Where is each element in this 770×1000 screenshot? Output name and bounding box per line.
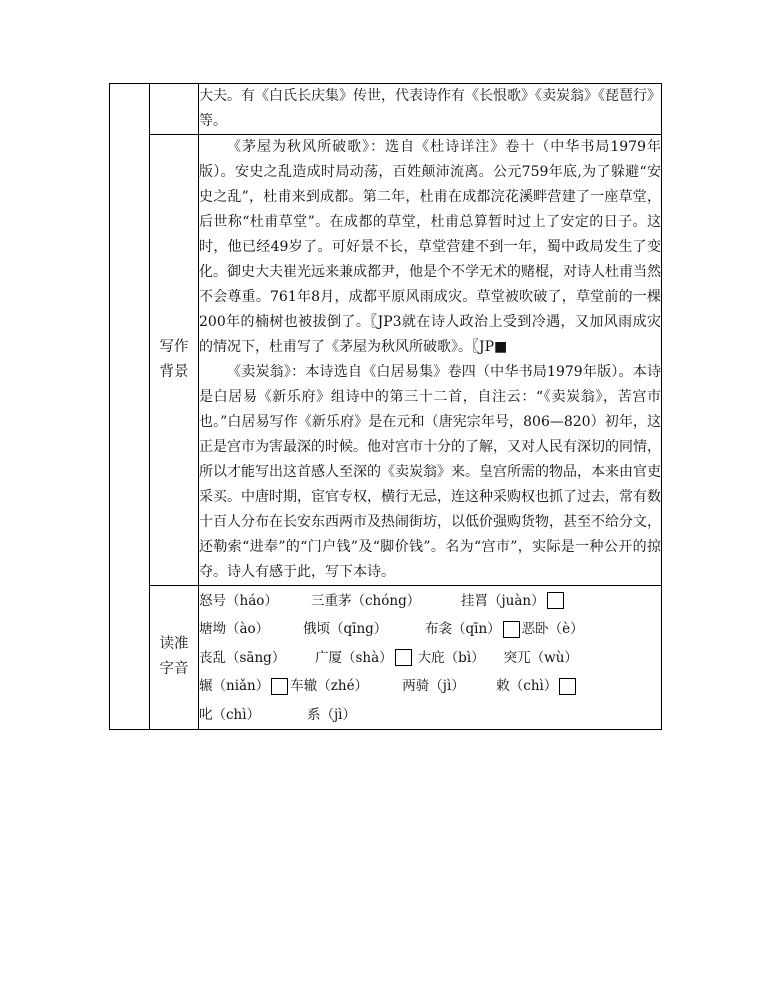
background-text-cell xyxy=(199,135,662,586)
blank-box xyxy=(395,649,412,666)
outer-left-cell xyxy=(110,84,150,730)
blank-box xyxy=(559,678,576,695)
blank-box xyxy=(547,592,564,609)
pron-item: 系（jì） xyxy=(307,706,357,723)
background-label xyxy=(150,135,199,586)
background-label-line1: 写作 xyxy=(159,339,189,355)
pron-item: 三重茅（chóng） xyxy=(311,592,421,609)
pronunciation-row xyxy=(110,586,662,730)
pronunciation-line-3 xyxy=(199,643,661,672)
pron-item: 突兀（wù） xyxy=(503,649,578,666)
background-label-line2: 背景 xyxy=(159,364,189,380)
pron-item: 广厦（shà） xyxy=(315,649,393,666)
pronunciation-line-2 xyxy=(199,615,661,644)
pronunciation-label-line2: 字音 xyxy=(159,661,189,678)
author-tail-text: 大夫。有《白氏长庆集》传世，代表诗作有《长恨歌》《卖炭翁》《琵琶行》等。 xyxy=(199,88,661,129)
pron-item: 俄顷（qīng） xyxy=(303,621,388,637)
pron-item: 挂罥（juàn） xyxy=(461,592,545,609)
pronunciation-label xyxy=(150,586,199,730)
pron-item: 两骑（jì） xyxy=(402,678,465,694)
pronunciation-label-line1: 读准 xyxy=(159,636,189,653)
background-row xyxy=(110,135,662,586)
pronunciation-cell xyxy=(199,586,662,730)
pron-item: 大庇（bì） xyxy=(417,649,485,666)
pronunciation-line-5 xyxy=(199,700,661,729)
content-table xyxy=(109,83,662,730)
pron-item: 车辙（zhé） xyxy=(290,678,369,694)
background-paragraph-1: 《茅屋为秋风所破歌》：选自《杜诗详注》卷十（中华书局1979年版）。安史之乱造成时局动荡，百姓颠沛流离。公元759年底,为了躲避“安史之乱”，杜甫来到成都。第二年，杜甫在成都浣花溪畔营建了一座草堂，后世称“杜甫草堂”。在成都的草堂，杜甫总算暂时过上了安定的日子。这时，他已经49岁了。可好景不长，草堂营建不到一年，蜀中政局发生了变化。御史大夫崔光远来兼成都尹，他是个不学无术的赌棍，对诗人杜甫当然不会尊重。761年8月，成都平原风雨成灾。草堂被吹破了，草堂前的一棵200年的楠树也被拔倒了。〖JP3就在诗人政治上受到冷遇，又加风雨成灾的情况下，杜甫写了《茅屋为秋风所破歌》。〖JP■ xyxy=(199,139,661,355)
blank-box xyxy=(271,678,288,695)
author-label-cell xyxy=(150,84,199,135)
pron-item: 叱（chì） xyxy=(199,706,261,723)
pronunciation-line-1 xyxy=(199,586,661,615)
pron-item: 辗（niǎn） xyxy=(199,678,270,694)
author-text-cell xyxy=(199,84,662,135)
pron-item: 怒号（háo） xyxy=(199,592,278,609)
background-paragraph-2: 《卖炭翁》：本诗选自《白居易集》卷四（中华书局1979年版）。本诗是白居易《新乐府》组诗中的第三十二首，自注云：“《卖炭翁》，苦宫市也。”白居易写作《新乐府》是在元和（唐宪宗年号，806—820）初年，这正是宫市为害最深的时候。他对宫市十分的了解，又对人民有深切的同情，所以才能写出这首感人至深的《卖炭翁》来。皇宫所需的物品，本来由官吏采买。中唐时期，宦官专权，横行无忌，连这种采购权也抓了过去，常有数十百人分布在长安东西两市及热闹街坊，以低价强购货物，甚至不给分文，还勒索“进奉”的“门户钱”及“脚价钱”。名为“宫市”，实际是一种公开的掠夺。诗人有感于此，写下本诗。 xyxy=(199,364,661,580)
pron-item: 丧乱（sāng） xyxy=(199,649,286,666)
pronunciation-line-4 xyxy=(199,672,661,701)
pron-item: 敕（chì） xyxy=(496,678,558,694)
blank-box xyxy=(503,621,520,638)
pron-item: 塘坳（ào） xyxy=(199,621,270,637)
author-row xyxy=(110,84,662,135)
pron-item: 恶卧（è） xyxy=(521,621,584,637)
pron-item: 布衾（qīn） xyxy=(425,621,501,637)
